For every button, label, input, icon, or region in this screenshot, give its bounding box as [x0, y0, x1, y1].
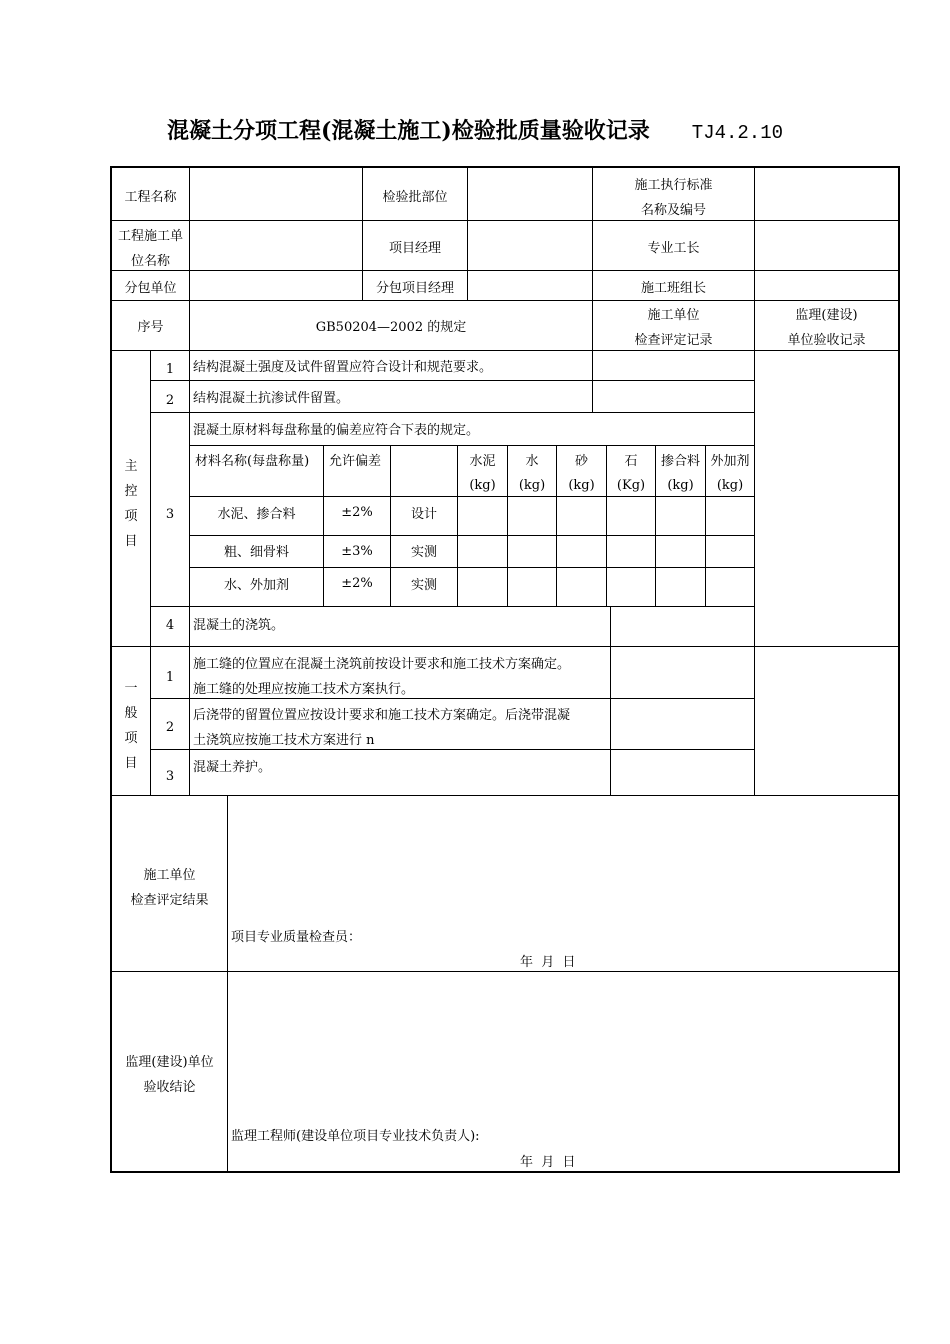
- general-item-line1: 后浇带的留置位置应按设计要求和施工技术方案确定。后浇带混凝: [193, 708, 571, 723]
- general-label-1: 一: [124, 681, 138, 696]
- material-col-name: 水: [525, 454, 539, 469]
- label-team-leader: 施工班组长: [640, 281, 706, 296]
- form-code: TJ4.2.10: [691, 122, 784, 144]
- label-foreman: 专业工长: [647, 241, 700, 256]
- label-standard-line2: 名称及编号: [640, 203, 706, 218]
- col-supervise-line2: 单位验收记录: [787, 333, 866, 348]
- material-row-tolerance: ±2%: [341, 576, 373, 591]
- rule: [110, 795, 900, 796]
- label-subcontractor: 分包单位: [124, 281, 177, 296]
- general-label-4: 目: [124, 756, 138, 771]
- material-row-name: 水泥、掺合料: [217, 507, 296, 522]
- rule: [610, 606, 611, 647]
- material-row-name: 水、外加剂: [223, 578, 289, 593]
- frame-right: [898, 166, 900, 1173]
- rule: [110, 220, 900, 221]
- general-label-3: 项: [124, 731, 138, 746]
- main-item-no: 1: [165, 362, 175, 377]
- general-item-line2: 土浇筑应按施工技术方案进行 n: [193, 733, 375, 748]
- main-item-no: 2: [165, 393, 175, 408]
- material-col-name: 水泥: [469, 454, 496, 469]
- general-item-no: 3: [165, 769, 175, 784]
- rule: [150, 606, 755, 607]
- general-item-line1: 施工缝的位置应在混凝土浇筑前按设计要求和施工技术方案确定。: [193, 657, 571, 672]
- supervisor-date: 年 月 日: [520, 1155, 576, 1170]
- acceptance-form: [110, 166, 900, 1173]
- col-rule: GB50204—2002 的规定: [315, 320, 467, 335]
- col-supervise-line1: 监理(建设): [795, 308, 858, 323]
- rule: [227, 795, 228, 1172]
- material-col-name: 外加剂: [710, 454, 750, 469]
- tolerance-header: 允许偏差: [329, 454, 382, 469]
- rule: [592, 350, 593, 413]
- general-item-no: 2: [165, 720, 175, 735]
- rule: [754, 166, 755, 647]
- material-row-tolerance: ±3%: [341, 544, 373, 559]
- rule: [150, 412, 755, 413]
- main-item-no: 3: [165, 507, 175, 522]
- material-row-kind: 实测: [410, 578, 437, 593]
- supervising-engineer-label: 监理工程师(建设单位项目专业技术负责人):: [231, 1129, 480, 1144]
- contractor-result-line1: 施工单位: [143, 868, 196, 883]
- main-item-no: 4: [165, 618, 175, 633]
- label-sub-manager: 分包项目经理: [375, 281, 454, 296]
- material-col-unit: (kg): [667, 478, 694, 493]
- col-seq: 序号: [137, 320, 164, 335]
- rule: [110, 646, 900, 647]
- quality-inspector-label: 项目专业质量检查员：: [231, 930, 362, 945]
- general-item-line2: 施工缝的处理应按施工技术方案执行。: [193, 682, 415, 697]
- material-col-unit: (Kg): [616, 478, 646, 493]
- label-inspection-part: 检验批部位: [382, 190, 448, 205]
- main-item-text: 结构混凝土抗渗试件留置。: [193, 391, 350, 406]
- main-item-text: 结构混凝土强度及试件留置应符合设计和规范要求。: [193, 360, 493, 375]
- material-col-name: 掺合料: [660, 454, 700, 469]
- page-title: [0, 114, 950, 145]
- material-row-tolerance: ±2%: [341, 505, 373, 520]
- rule: [110, 300, 900, 301]
- label-contractor-line2: 位名称: [130, 254, 170, 269]
- general-item-line1: 混凝土养护。: [193, 760, 272, 775]
- form-title: 混凝土分项工程(混凝土施工)检验批质量验收记录: [166, 118, 650, 144]
- supervisor-result-line2: 验收结论: [143, 1080, 196, 1095]
- label-standard-line1: 施工执行标准: [634, 178, 713, 193]
- rule: [189, 535, 755, 536]
- material-col-unit: (kg): [469, 478, 496, 493]
- main-item-text: 混凝土的浇筑。: [193, 618, 285, 633]
- main-control-label-4: 目: [124, 534, 138, 549]
- rule: [110, 270, 900, 271]
- rule: [110, 971, 900, 972]
- material-row-kind: 设计: [410, 507, 437, 522]
- material-col-unit: (kg): [568, 478, 595, 493]
- rule: [754, 646, 755, 796]
- material-col-unit: (kg): [716, 478, 744, 493]
- supervisor-result-line1: 监理(建设)单位: [125, 1055, 214, 1070]
- contractor-date: 年 月 日: [520, 955, 576, 970]
- material-col-name: 砂: [574, 454, 588, 469]
- material-row-kind: 实测: [410, 545, 437, 560]
- rule: [189, 567, 755, 568]
- col-check-line1: 施工单位: [647, 308, 700, 323]
- rule: [467, 166, 468, 301]
- material-col-unit: (kg): [518, 478, 546, 493]
- material-col-name: 石: [624, 454, 638, 469]
- frame-bottom: [110, 1171, 900, 1173]
- rule: [189, 445, 755, 446]
- material-name-header: 材料名称(每盘称量): [195, 454, 310, 469]
- rule: [610, 646, 611, 796]
- contractor-result-line2: 检查评定结果: [130, 893, 209, 908]
- general-item-no: 1: [165, 670, 175, 685]
- main-item-text: 混凝土原材料每盘称量的偏差应符合下表的规定。: [193, 423, 480, 438]
- rule: [189, 646, 190, 796]
- main-control-label-2: 控: [124, 484, 138, 499]
- label-contractor-line1: 工程施工单: [117, 229, 183, 244]
- rule: [150, 380, 755, 381]
- main-control-label-3: 项: [124, 509, 138, 524]
- main-control-label-1: 主: [124, 459, 138, 474]
- general-label-2: 般: [124, 706, 138, 721]
- label-project-name: 工程名称: [124, 190, 177, 205]
- frame-top: [110, 166, 900, 168]
- col-check-line2: 检查评定记录: [634, 333, 713, 348]
- material-row-name: 粗、细骨料: [223, 545, 289, 560]
- label-project-manager: 项目经理: [388, 241, 441, 256]
